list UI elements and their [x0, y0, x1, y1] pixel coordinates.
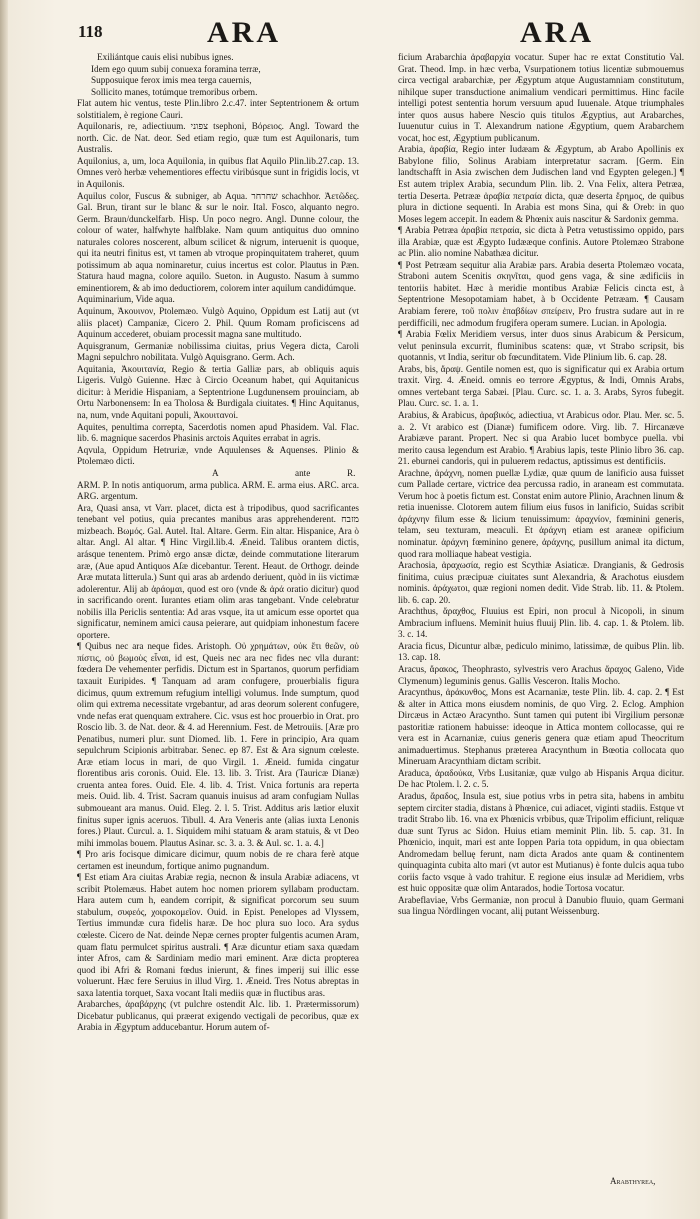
entry-arabia-deserta: ¶ Post Petræam sequitur alia Arabiæ pars. Arabia deserta Ptolemæo vocata, Straboni autem Scenitis σκηνῖται, quod gens vaga, & sine ædificiis in tentoriis habitet. Hæc à meridie montibus Arabiæ Felicis cincta est, à Septentrione Mesopotamiam habet, à b Occidente Petræam. ¶ Causam Arabiam ferere, τοῦ πολιν ἐπαβδίων σπείρειν, Pro frustra sudare aut in re perdifficili, nec admodum frugifera operam sumere. Lucian. in Apologia.: [398, 259, 684, 328]
entry-aquilus: Aquilus color, Fuscus & subniger, ab Aqua. שחרחר schachhor. Ἀετῶδες. Gal. Brun, tirant sur le blanc & sur le noir. Ital. Fosco, alquanto negro. Germ. Braun/dunckelfarb. Hisp. Un poco negro. Angl. Dunne colour, the colour of water, halfwhyte halfblake. Nam quum antiquitus duo omnino naturales colores noscerent, album scilicet & nigrum, interuenit is quoque, qui ita neutri finitus est, vt tamen ab vtroque propinquitatem traheret, quum potissimum ab aqua nominaretur, cuius incertus est color. Plautus in Pæn. Statura haud magna, colore aquilo. Sueton. in Augusto. Nasum à summo eminentiorem, & ab imo deductiorem, colorem inter aquilum candidúmque.: [77, 190, 359, 293]
entry-abbreviations: ARM. P. In notis antiquorum, arma publica. ARM. E. arma eius. ARC. arca. ARG. argentum.: [77, 479, 359, 502]
entry-aracus: Aracus, ἄρακος, Theophrasto, sylvestris vero Arachus ἄραχος Galeno, Vide Clymenum) leguminis genus. Gallis Vesceron. Italis Mocho.: [398, 663, 684, 686]
running-head-right: ARA: [520, 16, 594, 49]
entry-aracynthus: Aracynthus, ἀράκυνθος, Mons est Acarnaniæ, teste Plin. lib. 4. cap. 2. ¶ Est & alter in Attica mons eiusdem nominis, de quo Virg. 2. Eclog. Amphion Dircæus in Actæo Aracyntho. Sunt tamen qui putent ibi Virgilium personæ pastoritiæ rationem habuisse: ideoque in Attica montem collocasse, qui re vera est in Acarnaniæ, cuius generis genera quæ etiam apud Theocritum animaduertimus. Stephanus præterea Aracynthum in Bœotia collocata quo Mineruam Aracynthiam dictam scribit.: [398, 687, 684, 767]
divider-end: R.: [347, 467, 356, 478]
entry-ara-proverb: ¶ Quibus nec ara neque fides. Aristoph. Οὐ χρημάτων, οὐκ ἔτι θεῶν, οὐ πίστις, οὐ βωμοὺς εἶναι, id est, Queis nec ara nec fides nec vlla durant: fœdera De vehementer perfidis. Dictum est in Spartanos, quorum perfidiam taxauit Euripides. ¶ Tanquam ad aram confugere, prouerbialis figura dicimus, quum extremum refugium intelligi volumus. Inde sumptum, quod olim qui extrema necessitate vrgebantur, ad aras deorum solerent confugere, vnde nefas erat quenquam extrahere. Cic. vsus est hoc prouerbio in Orat. pro Roscio lib. 3. de Nat. deor. & 4. ad Herennium. Fest. de Metrouiis. [Aræ pro Penatibus, numeri plur. sunt Diomed. lib. 1. Fere in principio, Ara quam sepulchrum Scipionis arbitrabar. Senec. ep 87. Est & Ara signum cœleste. Aræ etiam locus in mari, de quo Virgil. 1. Æneid. fumida cingatur florentibus aris coronis. Ouid. Ele. 13. lib. 3. Trist. Ara (Tauricæ Dianæ) cruenta antea fores. Ouid. Ele. 4. lib. 4. Trist. Vnica fortunis ara reperta meis. Ouid. lib. 4. Trist. Sacram quanuis inuisus ad aram confugiam Nullas submoueant ara manus. Ouid. Eleg. 2. l. 5. Trist. Additus aris lætior eluxit finitus super ignis aceruos. Tibull. 4. Ara Veneris ante (alias iuxta Lenonis fores.) Plaut. Curcul. a. 1. Siquidem mihi statuam & aram statuis, & vt Deo mihi immolas bouem. Plautus Asinar. sc. 3. a. 3. & Aul. sc. 1. a. 4.]: [77, 641, 359, 848]
entry-aquisgranum: Aquisgranum, Germaniæ nobilissima ciuitas, prius Vegera dicta, Caroli Magni sepulchro nobilitata. Vulgò Aquisgrano. Germ. Ach.: [77, 340, 359, 363]
entry-arabarchia: ficium Arabarchia ἀραβαρχία vocatur. Super hac re extat Constitutio Val. Grat. Theod. Imp. in hæc verba, Vsurpationem totius licentiæ submouemus circa vectigal arabarchiæ, per Ægyptum atque Augustamniam constitutum, nihilque super transductione animalium vendicari permittimus. Hinc facile intelligi potest sententia horum versuum apud Iuuenale. Atque triumphales inter quos ausus habere Nescio quis titulos Ægyptius, aut Arabarches, Iuuenutur cuius in T. Alexandrum natione Ægyptium, quem Arabarchem vocat, hoc est, Ægyptium publicanum.: [398, 52, 684, 143]
entry-aracia: Aracia ficus, Dicuntur albæ, pediculo minimo, latissimæ, de quibus Plin. lib. 13. cap. 18.: [398, 640, 684, 663]
entry-arachosia: Arachosia, ἀραχωσία, regio est Scythiæ Asiaticæ. Drangianis, & Gedrosis finitima, cuius præcipuæ ciuitates sunt Alexandria, & Arachotus eiusdem nominis. ἀράχωτοι, quæ regioni nomen dedit. Vide Strab. lib. 11. & Ptolem. lib. 6. cap. 20.: [398, 560, 684, 605]
entry-arabia: Arabia, ἀραβία, Regio inter Iudæam & Ægyptum, ab Arabo Apollinis ex Babylone filio, Solinus Arabiam interpretatur sacram. [Germ. Ein landtschafft in Asia zwischen dem Judischen land vnd Egypten gelegen.] ¶ Est autem triplex Arabia, secundum Plin. lib. 2. Vna Felix, altera Petræa, tertia Deserta. Petrææ ἀραβία πετραία dicta, quæ deserta ἔρημος, de quibus plura in dictione sequenti. In Arabia est mons Sina, qui & Oreb: in quo Moses legem accepit. In eadem & Phœnix auis nascitur & Sardonix gemma.: [398, 144, 684, 224]
entry-ara: Ara, Quasi ansa, vt Varr. placet, dicta est à tripodibus, quod sacrificantes tenebant vel potius, quia precantes manibus aras apprehenderent. מזבח mizbeach. Βωμός. Gal. Autel. Ital. Altare. Germ. Ein altar. Hispanice, Ara ò altar. Angl. Al altar. ¶ Hinc Virgil.lib.4. Æneid. Talibus orantem dictis, arásque tenentem. Primò ergo ansæ dictæ, deinde commutatione literarum aræ, (Aue apud Antiquos Aſæ dicebantur. Terent. Heaut. de Orthogr. deinde Aræ mutata litterula.) Sunt qui aras ab ardendo deriuent, quòd in iis victimæ adolerentur. Alij ab ἀράομαι, quod est oro (vnde & ἀρά oratio dicitur) quod in sacrificando orent. Iurantes etiam olim aras tangebant. Vnde celebratur nobilis illa Periclis sententia: Ad aras vsque, ita ut amicum esse oportet qua significatur, neminem amici causa peierare, aut quidpiam inhonestum facere oportere.: [77, 502, 359, 640]
divider-word: ante: [295, 467, 311, 478]
entry-arabia-petraea: ¶ Arabia Petræa ἀραβία πετραία, sic dicta à Petra vetustissimo oppido, pars illa Arabiæ, quæ est Ægypto Iudææque confinis. Autore Ptolemæo Strabone ac Plin. alio nomine Nabathæa dicitur.: [398, 225, 684, 259]
right-column: [398, 52, 684, 918]
entry-arachthus: Arachthus, ἄραχθος, Fluuius est Epiri, non procul à Nicopoli, in sinum Ambracium influens. Meminit huius fluuij Plin. lib. 4. cap. 1. & Ptolem. lib. 3. c. 14.: [398, 606, 684, 640]
verse-line: Idem ego quum subij conuexa foramina terræ,: [91, 63, 261, 74]
verse-line: Sollicito manes, totúmque tremoribus orbem.: [91, 86, 258, 97]
entry-aquites: Aquites, penultima correpta, Sacerdotis nomen apud Phasidem. Val. Flac. lib. 6. magnique sacerdos Phasinis arctois Aquites errabat in agris.: [77, 421, 359, 444]
page-number: 118: [78, 22, 103, 41]
entry-arachne: Arachne, ἀράχνη, nomen puellæ Lydiæ, quæ quum de lanificio ausa fuisset cum Pallade certare, victrice dea percussa radio, in araneam est commutata. Verum hoc à poetis fictum est. Constat enim autore Plinio, Arachnen linum & retia inuenisse. Clotorem autem filium eius fusos in lanificio, Suidas scribit ἀράχνην filum esse & licium tenuissimum: ἀραχνίον, fœminini generis, telam, seu texturam, meaculi. Et ἀράχνη etiam est araneæ opificium nominatur. ἀράχνη fœminino genere, ἀράχνης, pusillum animal ita dictum, quod rara molliaque habeat vestigia.: [398, 467, 684, 559]
entry-arabarches: Arabarches, ἀραβάρχης (vt pulchre ostendit Alc. lib. 1. Prætermissorum) Dicebatur publicanus, qui præerat exigendo vectigali de pecoribus, quæ ex Arabia in Ægyptum adducebantur. Horum autem of-: [77, 999, 359, 1033]
entry-arabs: Arabs, bis, ἄραψ. Gentile nomen est, quo is significatur qui ex Arabia ortum traxit. Virg. 4. Æneid. omnis eo terrore Ægyptus, & Indi, Omnis Arabs, omnes vertebant terga Sabæi. [Plau. Curc. sc. 1. a. 3. Arabs, Syros fubegit. Plau. Curc. sc. 1. a. 1.: [398, 363, 684, 409]
entry-aquilonius: Aquilonius, a, um, loca Aquilonia, in quibus flat Aquilo Plin.lib.27.cap. 13. Omnes verò herbæ vehementiores effectu viribúsque sunt in frigidis locis, vt in Aquilonis.: [77, 155, 359, 190]
entry-arabia-felix: ¶ Arabia Fœlix Meridiem versus, inter duos sinus Arabicum & Persicum, velut peninsula excurrit, fluminibus scatens: quæ, vt Strabo scripsit, bis quotannis, vt India, seritur ob fœcunditatem. Vide Plinium lib. 6. cap. 28.: [398, 329, 684, 363]
entry-ara-civitas: ¶ Est etiam Ara ciuitas Arabiæ regia, necnon & insula Arabiæ adiacens, vt scribit Ptolemæus. Habet autem hoc nomen priorem syllabam productam. Hara autem cum h, eandem corripit, & significat porcorum seu suum stabulum, συφεός, χοιροκομεῖον. Ouid. in Epist. Penelopes ad Vlyssem, Tertius immundæ cura fidelis haræ. De hoc plura suo loco. Ara sydus cœleste. Cicero de Nat. deinde Nepæ cernes propter fulgentis acumen Aram, quam flatu permulcet spiritus australi. ¶ Aræ dicuntur etiam saxa quædam inter Afros, cam & Sardiniam medio mari eminent. Aræ dicta propterea quod ibi Afri & Romani fœdus inierunt, & fines imperij sui illic esse voluerunt. Hæc fere Seruius in illud Virg. 1. Æneid. Tres Notus abreptas in saxa latentia torquet, Saxa vocant Itali mediis quæ in fluctibus aras.: [77, 872, 359, 998]
entry-arabeflaviae: Arabeflaviae, Vrbs Germaniæ, non procul à Danubio fluuio, quam Germani sua lingua Nördlingen vocant, aliį putant Weissenburg.: [398, 894, 684, 917]
entry-araduca: Araduca, ἀραδούκα, Vrbs Lusitaniæ, quæ vulgo ab Hispanis Arqua dicitur. De hac Ptolem. l. 2. c. 5.: [398, 767, 684, 790]
book-gutter: [0, 0, 8, 1219]
section-divider: [77, 468, 359, 480]
verse-line: Exiliántque cauis elisi nubibus ignes.: [97, 52, 234, 62]
running-head-left: ARA: [207, 16, 281, 49]
entry-aquiminarium: Aquiminarium, Vide aqua.: [77, 294, 175, 305]
catchword: Arabthyrea,: [610, 1176, 656, 1186]
divider-letter: A: [212, 467, 219, 478]
verse-line: Supposuique ferox imis mea terga cauernis,: [91, 75, 252, 86]
left-column: [77, 52, 359, 1034]
entry-aquula: Aqvula, Oppidum Hetruriæ, vnde Aquulenses & Aquenses. Plinio & Ptolemæo dicti.: [77, 444, 359, 467]
entry-aquitania: Aquitania, Ἀκουιτανία, Regio & tertia Galliæ pars, ab obliquis aquis Ligeris. Vulgò Guienne. Hæc à Circio Oceanum habet, qui Aquitanicus dicitur: à Meridie Hispaniam, a Septentrione Lugdunensem prouinciam, ab Ortu Narbonensem: In ea Tholosa & Burdigala ciuitates. ¶ Hinc Aquitanus, na, num, vnde Aquitani populi, Ἀκουιτανοί.: [77, 363, 359, 420]
entry-text: Flat autem hic ventus, teste Plin.libro 2.c.47. inter Septentrionem & ortum solstitialem, è regione Cauri.: [77, 98, 359, 120]
entry-aquinum: Aquinum, Ἀκουινον, Ptolemæo. Vulgò Aquino, Oppidum est Latij aut (vt aliis placet) Campaniæ, Cicero 2. Phil. Quum Romam proficiscens ad Aquinum accederet, obuiam processit magna sane multitudo.: [77, 306, 359, 340]
entry-arabius: Arabius, & Arabicus, ἀραβικός, adiectiua, vt Arabicus odor. Plau. Mer. sc. 5. a. 2. Vt arabico est (Dianæ) fumificem odore. Virg. lib. 7. Hircanæve Arabiæve parant. Propert. Nec si qua Arabio lucet bombyce puella. vbi merito causa legendum est Arabio. ¶ Arabius lapis, teste Plinio libro 36. cap. 21. eburnei candoris, qui in puluerem redactus, aptissimus est dentificiis.: [398, 409, 684, 467]
entry-pro-aris: ¶ Pro aris focisque dimicare dicimur, quum nobis de re chara ferè atque certamen est ineundum, fortique animo pugnandum.: [77, 849, 359, 871]
entry-aquilonaris: Aquilonaris, re, adiectiuum. צפוני tsephoni, Βόρειος. Angl. Toward the north. Cic. de Nat. deor. Sed etiam regio, quæ tum est Aquilonaris, tum Australis.: [77, 121, 359, 155]
entry-aradus: Aradus, ἄραδος, Insula est, siue potius vrbs in petra sita, habens in ambitu septem circiter stadia, distans à Phœnice, cui adiacet, viginti stadiis. Estque vt tradit Strabo lib. 16. vna ex Phœnicis vrbibus, quæ Tripolim efficiunt, reliquæ duæ sunt Tyrus ac Sidon. Huius etiam meminit Plin. lib. 5. cap. 31. In Phœnicio, inquit, mari est ante Ioppen Paria tota oppidum, in qua obiectam Andromedam belluę ferunt, nam dicta Arados ante quam & continentem quinquaginta cubita alto mari (vt autor est Mutianus) è fonte dulcis aqua tubo coriis facto vsque à vado trahitur. E regione eius insulæ ad Meridiem, vrbs est huic oppositæ quæ olim Antarados, hodie Tortosa vocatur.: [398, 791, 685, 894]
